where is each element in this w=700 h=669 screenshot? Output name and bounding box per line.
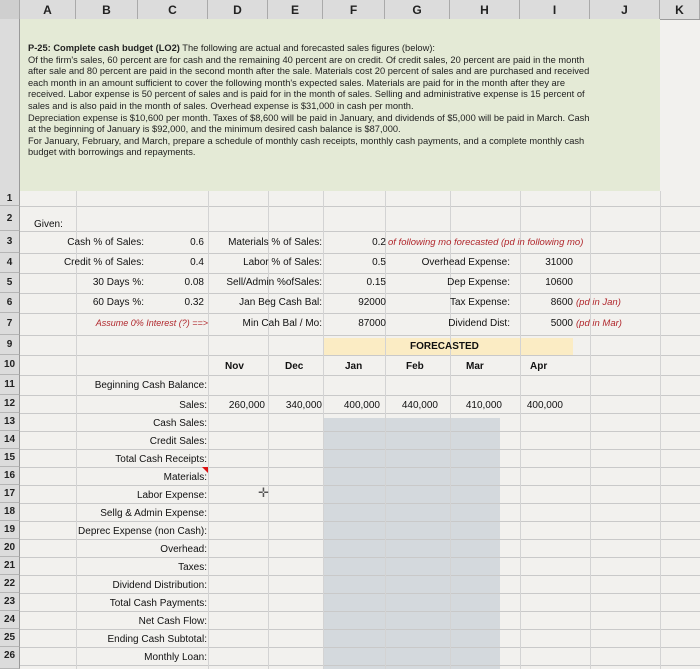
credit-pct-label: Credit % of Sales: bbox=[63, 257, 144, 268]
ending-cash-subtotal-label: Ending Cash Subtotal: bbox=[107, 634, 207, 645]
row-header-24[interactable]: 24 bbox=[0, 611, 20, 629]
gridline bbox=[20, 557, 700, 558]
row-header-17[interactable]: 17 bbox=[0, 485, 20, 503]
60-days-pct-value[interactable]: 0.32 bbox=[184, 297, 204, 308]
column-header-e[interactable]: E bbox=[268, 0, 323, 19]
min-cash-value[interactable]: 87000 bbox=[358, 318, 386, 329]
sales-label: Sales: bbox=[179, 400, 207, 411]
gridline bbox=[20, 231, 700, 232]
total-cash-receipts-label: Total Cash Receipts: bbox=[115, 454, 207, 465]
overhead-value[interactable]: 31000 bbox=[545, 257, 573, 268]
row-header-10[interactable]: 10 bbox=[0, 355, 20, 375]
row-header-merged bbox=[0, 19, 20, 191]
column-header-k[interactable]: K bbox=[660, 0, 700, 19]
cash-pct-label: Cash % of Sales: bbox=[67, 237, 144, 248]
column-header-f[interactable]: F bbox=[323, 0, 385, 19]
gridline bbox=[20, 206, 700, 207]
given-label[interactable]: Given: bbox=[34, 219, 63, 230]
beginning-cash-label: Beginning Cash Balance: bbox=[94, 380, 207, 391]
gridline bbox=[20, 575, 700, 576]
gridline bbox=[20, 395, 700, 396]
gridline bbox=[20, 293, 700, 294]
dividend-timing-note: (pd in Mar) bbox=[576, 318, 622, 329]
column-header-g[interactable]: G bbox=[385, 0, 450, 19]
sales-jan[interactable]: 400,000 bbox=[343, 400, 380, 411]
problem-statement[interactable] bbox=[20, 19, 660, 191]
cash-sales-label: Cash Sales: bbox=[153, 418, 207, 429]
calc-region-shading bbox=[323, 418, 500, 669]
row-header-15[interactable]: 15 bbox=[0, 449, 20, 467]
forecasted-header: FORECASTED bbox=[410, 341, 479, 352]
gridline bbox=[323, 191, 324, 669]
row-header-22[interactable]: 22 bbox=[0, 575, 20, 593]
problem-line: The following are actual and forecasted sales figures (below): bbox=[182, 43, 435, 53]
select-all-corner[interactable] bbox=[0, 0, 20, 19]
row-header-5[interactable]: 5 bbox=[0, 273, 20, 293]
problem-line: received. Labor expense is 50 percent of sales and is paid for in the month of sales. Selling and administrative expense is 15 percent of bbox=[28, 89, 585, 100]
column-header-d[interactable]: D bbox=[208, 0, 268, 19]
column-header-bar bbox=[0, 0, 700, 20]
jan-beg-cash-label: Jan Beg Cash Bal: bbox=[239, 297, 322, 308]
sales-apr[interactable]: 400,000 bbox=[526, 400, 563, 411]
60-days-pct-label: 60 Days %: bbox=[92, 297, 144, 308]
sales-mar[interactable]: 410,000 bbox=[465, 400, 502, 411]
dividend-value[interactable]: 5000 bbox=[550, 318, 573, 329]
gridline bbox=[20, 485, 700, 486]
sales-dec[interactable]: 340,000 bbox=[285, 400, 322, 411]
gridline bbox=[20, 355, 700, 356]
min-cash-label: Min Cah Bal / Mo: bbox=[242, 318, 322, 329]
column-header-c[interactable]: C bbox=[138, 0, 208, 19]
month-nov: Nov bbox=[225, 361, 244, 372]
gridline bbox=[20, 629, 700, 630]
dep-expense-label: Dep Expense: bbox=[447, 277, 510, 288]
gridline bbox=[20, 273, 700, 274]
credit-pct-value[interactable]: 0.4 bbox=[190, 257, 204, 268]
gridline bbox=[20, 593, 700, 594]
month-feb: Feb bbox=[406, 361, 424, 372]
sell-admin-pct-value[interactable]: 0.15 bbox=[366, 277, 386, 288]
tax-timing-note: (pd in Jan) bbox=[576, 297, 621, 308]
column-header-h[interactable]: H bbox=[450, 0, 520, 19]
monthly-loan-label: Monthly Loan: bbox=[144, 652, 207, 663]
row-header-16[interactable]: 16 bbox=[0, 467, 20, 485]
row-header-14[interactable]: 14 bbox=[0, 431, 20, 449]
gridline bbox=[20, 539, 700, 540]
problem-title: P-25: Complete cash budget (LO2) bbox=[28, 43, 180, 53]
column-header-a[interactable]: A bbox=[20, 0, 76, 19]
dividend-label: Dividend Dist: bbox=[448, 318, 510, 329]
row-header-2[interactable]: 2 bbox=[0, 206, 20, 231]
dividend-distribution-label: Dividend Distribution: bbox=[112, 580, 207, 591]
gridline bbox=[20, 503, 700, 504]
problem-line: For January, February, and March, prepare a schedule of monthly cash receipts, monthly cash payments, and a complete monthly cash bbox=[28, 135, 585, 146]
month-apr: Apr bbox=[530, 361, 548, 372]
problem-line: sales and is also paid in the month of sales. Overhead expense is $31,000 in cash per month. bbox=[28, 100, 414, 111]
row-header-9[interactable]: 9 bbox=[0, 335, 20, 355]
row-header-7[interactable]: 7 bbox=[0, 313, 20, 335]
materials-pct-value[interactable]: 0.2 bbox=[372, 237, 386, 248]
row-header-6[interactable]: 6 bbox=[0, 293, 20, 313]
labor-expense-label: Labor Expense: bbox=[136, 490, 207, 501]
gridline bbox=[20, 413, 700, 414]
labor-pct-value[interactable]: 0.5 bbox=[372, 257, 386, 268]
total-cash-payments-label: Total Cash Payments: bbox=[109, 598, 207, 609]
row-header-26[interactable]: 26 bbox=[0, 647, 20, 669]
sales-nov[interactable]: 260,000 bbox=[228, 400, 265, 411]
materials-timing-note: of following mo forecasted (pd in following mo) bbox=[388, 237, 584, 248]
gridline bbox=[20, 647, 700, 648]
row-header-11[interactable]: 11 bbox=[0, 375, 20, 395]
gridline bbox=[208, 191, 209, 669]
gridline bbox=[20, 467, 700, 468]
overhead-label: Overhead Expense: bbox=[421, 257, 510, 268]
row-header-21[interactable]: 21 bbox=[0, 557, 20, 575]
row-header-18[interactable]: 18 bbox=[0, 503, 20, 521]
materials-pct-label: Materials % of Sales: bbox=[228, 237, 322, 248]
sales-feb[interactable]: 440,000 bbox=[401, 400, 438, 411]
row-header-1[interactable]: 1 bbox=[0, 191, 20, 206]
row-header-12[interactable]: 12 bbox=[0, 395, 20, 413]
month-mar: Mar bbox=[466, 361, 484, 372]
tax-expense-label: Tax Expense: bbox=[449, 297, 510, 308]
gridline bbox=[20, 313, 700, 314]
gridline bbox=[20, 335, 700, 336]
30-days-pct-value[interactable]: 0.08 bbox=[184, 277, 204, 288]
cash-pct-value[interactable]: 0.6 bbox=[190, 237, 204, 248]
overhead-row-label: Overhead: bbox=[160, 544, 207, 555]
month-jan: Jan bbox=[345, 361, 363, 372]
gridline bbox=[20, 431, 700, 432]
comment-indicator-icon[interactable] bbox=[202, 467, 208, 473]
gridline bbox=[20, 611, 700, 612]
sellg-admin-label: Sellg & Admin Expense: bbox=[100, 508, 207, 519]
materials-label: Materials: bbox=[163, 472, 207, 483]
gridline bbox=[590, 191, 591, 669]
row-header-13[interactable]: 13 bbox=[0, 413, 20, 431]
column-header-b[interactable]: B bbox=[76, 0, 138, 19]
labor-pct-label: Labor % of Sales: bbox=[243, 257, 322, 268]
problem-line: Of the firm's sales, 60 percent are for cash and the remaining 40 percent are on credit. Of credit sales, 20 percent are paid in the month bbox=[28, 54, 585, 65]
problem-line: budget with borrowings and repayments. bbox=[28, 147, 196, 158]
row-header-4[interactable]: 4 bbox=[0, 253, 20, 273]
jan-beg-cash-value[interactable]: 92000 bbox=[358, 297, 386, 308]
taxes-label: Taxes: bbox=[178, 562, 207, 573]
row-header-23[interactable]: 23 bbox=[0, 593, 20, 611]
gridline bbox=[20, 449, 700, 450]
gridline bbox=[660, 191, 661, 669]
row-header-20[interactable]: 20 bbox=[0, 539, 20, 557]
gridline bbox=[20, 253, 700, 254]
row-header-3[interactable]: 3 bbox=[0, 231, 20, 253]
gridline bbox=[20, 521, 700, 522]
sell-admin-pct-label: Sell/Admin %ofSales: bbox=[226, 277, 322, 288]
problem-line: after sale and 80 percent are paid in the second month after the sale. Materials cost 20 percent of sales and are purchased and received bbox=[28, 66, 590, 77]
row-header-19[interactable]: 19 bbox=[0, 521, 20, 539]
cell-cursor-icon: ✛ bbox=[258, 485, 269, 500]
credit-sales-label: Credit Sales: bbox=[149, 436, 207, 447]
dep-expense-value[interactable]: 10600 bbox=[545, 277, 573, 288]
problem-line: at the beginning of January is $92,000, and the minimum desired cash balance is $87,000. bbox=[28, 124, 401, 135]
column-header-i[interactable]: I bbox=[520, 0, 590, 19]
assume-interest-note: Assume 0% Interest (?) ==> bbox=[95, 318, 208, 328]
tax-expense-value[interactable]: 8600 bbox=[550, 297, 573, 308]
row-header-25[interactable]: 25 bbox=[0, 629, 20, 647]
net-cash-flow-label: Net Cash Flow: bbox=[138, 616, 207, 627]
problem-line: each month in an amount sufficient to cover the following month's expected sales. Materials are paid for in the month after they are bbox=[28, 77, 565, 88]
gridline bbox=[20, 375, 700, 376]
gridline bbox=[20, 665, 700, 666]
month-dec: Dec bbox=[285, 361, 304, 372]
column-header-j[interactable]: J bbox=[590, 0, 660, 19]
deprec-expense-label: Deprec Expense (non Cash): bbox=[78, 526, 207, 537]
problem-line: Depreciation expense is $10,600 per month. Taxes of $8,600 will be paid in January, and dividends of $5,000 will be paid in March. Cash bbox=[28, 112, 590, 123]
30-days-pct-label: 30 Days %: bbox=[92, 277, 144, 288]
